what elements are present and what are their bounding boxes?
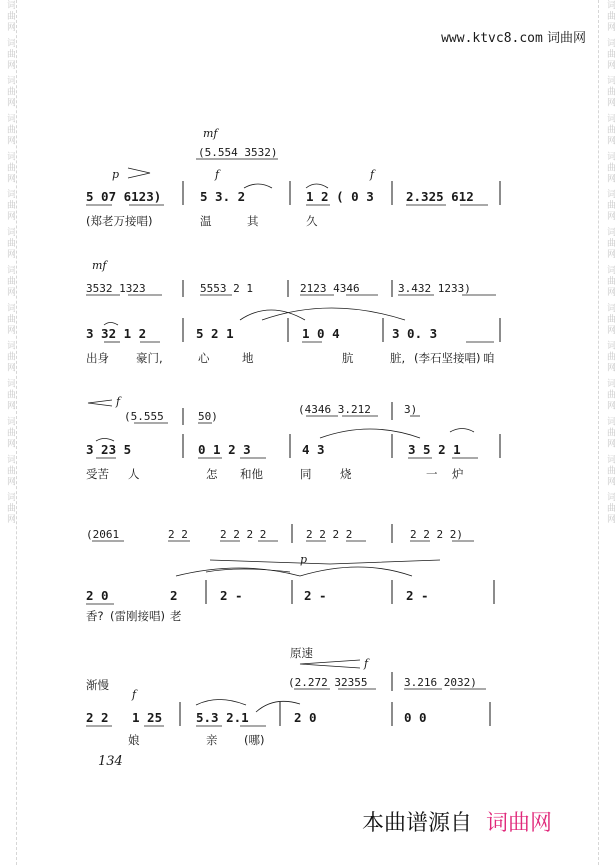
lyric: 久 [306, 214, 318, 228]
measure: 50) [198, 410, 218, 423]
measure: 2 - [406, 588, 429, 603]
lyric: 和他 [240, 467, 263, 481]
score-row-1 [86, 127, 500, 228]
measure: 4 3 [302, 442, 325, 457]
measure: (2.272 32355 [288, 676, 368, 689]
score-row-2 [86, 259, 500, 365]
measure: 1 2 ( 0 3 [306, 189, 374, 204]
measure: 2.325 612 [406, 189, 474, 204]
dynamic-marking: f [370, 168, 375, 181]
site-url: www.ktvc8.com [441, 31, 543, 46]
measure: (4346 3.212 [298, 403, 371, 416]
measure: 1 0 4 [302, 326, 340, 341]
measure: 5 2 1 [196, 326, 234, 341]
lyric: 同 [300, 467, 312, 481]
dynamic-marking: mf [92, 259, 107, 272]
lyric: 咱 [483, 351, 495, 365]
lyric: 出身 [86, 351, 109, 365]
score-row-3 [86, 395, 500, 481]
measure: 5 3. 2 [200, 189, 246, 204]
measure: (5.555 [124, 410, 164, 423]
left-watermark-strip: 词曲网 词曲网 词曲网 词曲网 词曲网 词曲网 词曲网 词曲网 词曲网 词曲网 词曲网 词曲网 词曲网 词曲网 [5, 0, 15, 526]
score-row-4 [86, 524, 494, 623]
lyric: (哪) [244, 733, 265, 747]
decrescendo-hairpin [300, 660, 360, 668]
measure: 2 0 [294, 710, 317, 725]
lyric: 受苦 [86, 467, 109, 481]
instrumental-line: (5.554 3532) [198, 146, 278, 159]
measure: 3 0. 3 [392, 326, 438, 341]
measure: 2 2 2 2 [306, 528, 353, 541]
measure: 2 2 [86, 710, 109, 725]
measure: 2 0 [86, 588, 109, 603]
lyric: 炉 [452, 467, 464, 481]
lyric: (郑老万接唱) [86, 214, 153, 228]
lyric: 地 [242, 351, 254, 365]
measure: 0 0 [404, 710, 427, 725]
measure: 3 23 5 [86, 442, 132, 457]
right-watermark-strip: 词曲网 词曲网 词曲网 词曲网 词曲网 词曲网 词曲网 词曲网 词曲网 词曲网 词曲网 词曲网 词曲网 词曲网 [605, 0, 615, 526]
dynamic-marking: f [364, 657, 369, 670]
page-number: 134 [98, 754, 123, 769]
measure: 2 - [304, 588, 327, 603]
measure: 0 1 2 3 [198, 442, 251, 457]
lyric: 人 [128, 467, 140, 481]
measure: 3532 1323 [86, 282, 146, 295]
credit-site-link[interactable]: 词曲网 [486, 811, 553, 836]
lyric: 豪门, [136, 351, 163, 365]
measure: 3) [404, 403, 418, 416]
lyric: 娘 [128, 733, 140, 747]
lyric: (雷刚接唱) [110, 609, 165, 623]
measure: 5553 2 1 [200, 282, 253, 295]
lyric: 心 [198, 351, 210, 365]
measure: 5 07 6123) [86, 189, 162, 204]
site-name: 词曲网 [546, 31, 586, 46]
lyric: 一 [426, 467, 438, 481]
measure: 2 - [220, 588, 243, 603]
measure: 2 2 [168, 528, 188, 541]
measure: 3 5 2 1 [408, 442, 461, 457]
measure: 2123 4346 [300, 282, 360, 295]
crescendo-hairpin [128, 168, 150, 178]
lyric: 香? [86, 609, 104, 623]
dynamic-marking: p [300, 553, 308, 566]
lyric: 脏, [390, 351, 406, 365]
measure: 5.3 2.1 [196, 710, 249, 725]
measure: 3.432 1233) [398, 282, 471, 295]
dynamic-marking: f [116, 395, 121, 408]
measure: (2061 [86, 528, 120, 541]
lyric: 老 [170, 609, 182, 623]
source-credit [362, 806, 552, 837]
dynamic-marking: mf [203, 127, 218, 140]
measure: 2 2 2 2) [410, 528, 463, 541]
dynamic-marking: p [112, 168, 120, 181]
measure: 2 2 2 2 [220, 528, 267, 541]
score-row-5 [86, 646, 490, 747]
measure: 2 [170, 588, 178, 603]
lyric: 烧 [340, 467, 352, 481]
measure: 3 32 1 2 [86, 326, 147, 341]
tempo-marking: 原速 [290, 646, 313, 660]
lyric: 温 [200, 214, 212, 228]
decrescendo-hairpin [88, 400, 112, 406]
tempo-marking: 渐慢 [86, 678, 109, 692]
measure: 1 25 [132, 710, 163, 725]
lyric: 其 [247, 214, 259, 228]
lyric: 肮 [342, 351, 354, 365]
lyric: 怎 [206, 467, 218, 481]
dynamic-marking: f [132, 688, 137, 701]
measure: 3.216 2032) [404, 676, 477, 689]
credit-prefix: 本曲谱源自 [362, 811, 473, 836]
dynamic-marking: f [215, 168, 220, 181]
lyric: (李石坚接唱) [414, 351, 481, 365]
lyric: 亲 [206, 733, 218, 747]
